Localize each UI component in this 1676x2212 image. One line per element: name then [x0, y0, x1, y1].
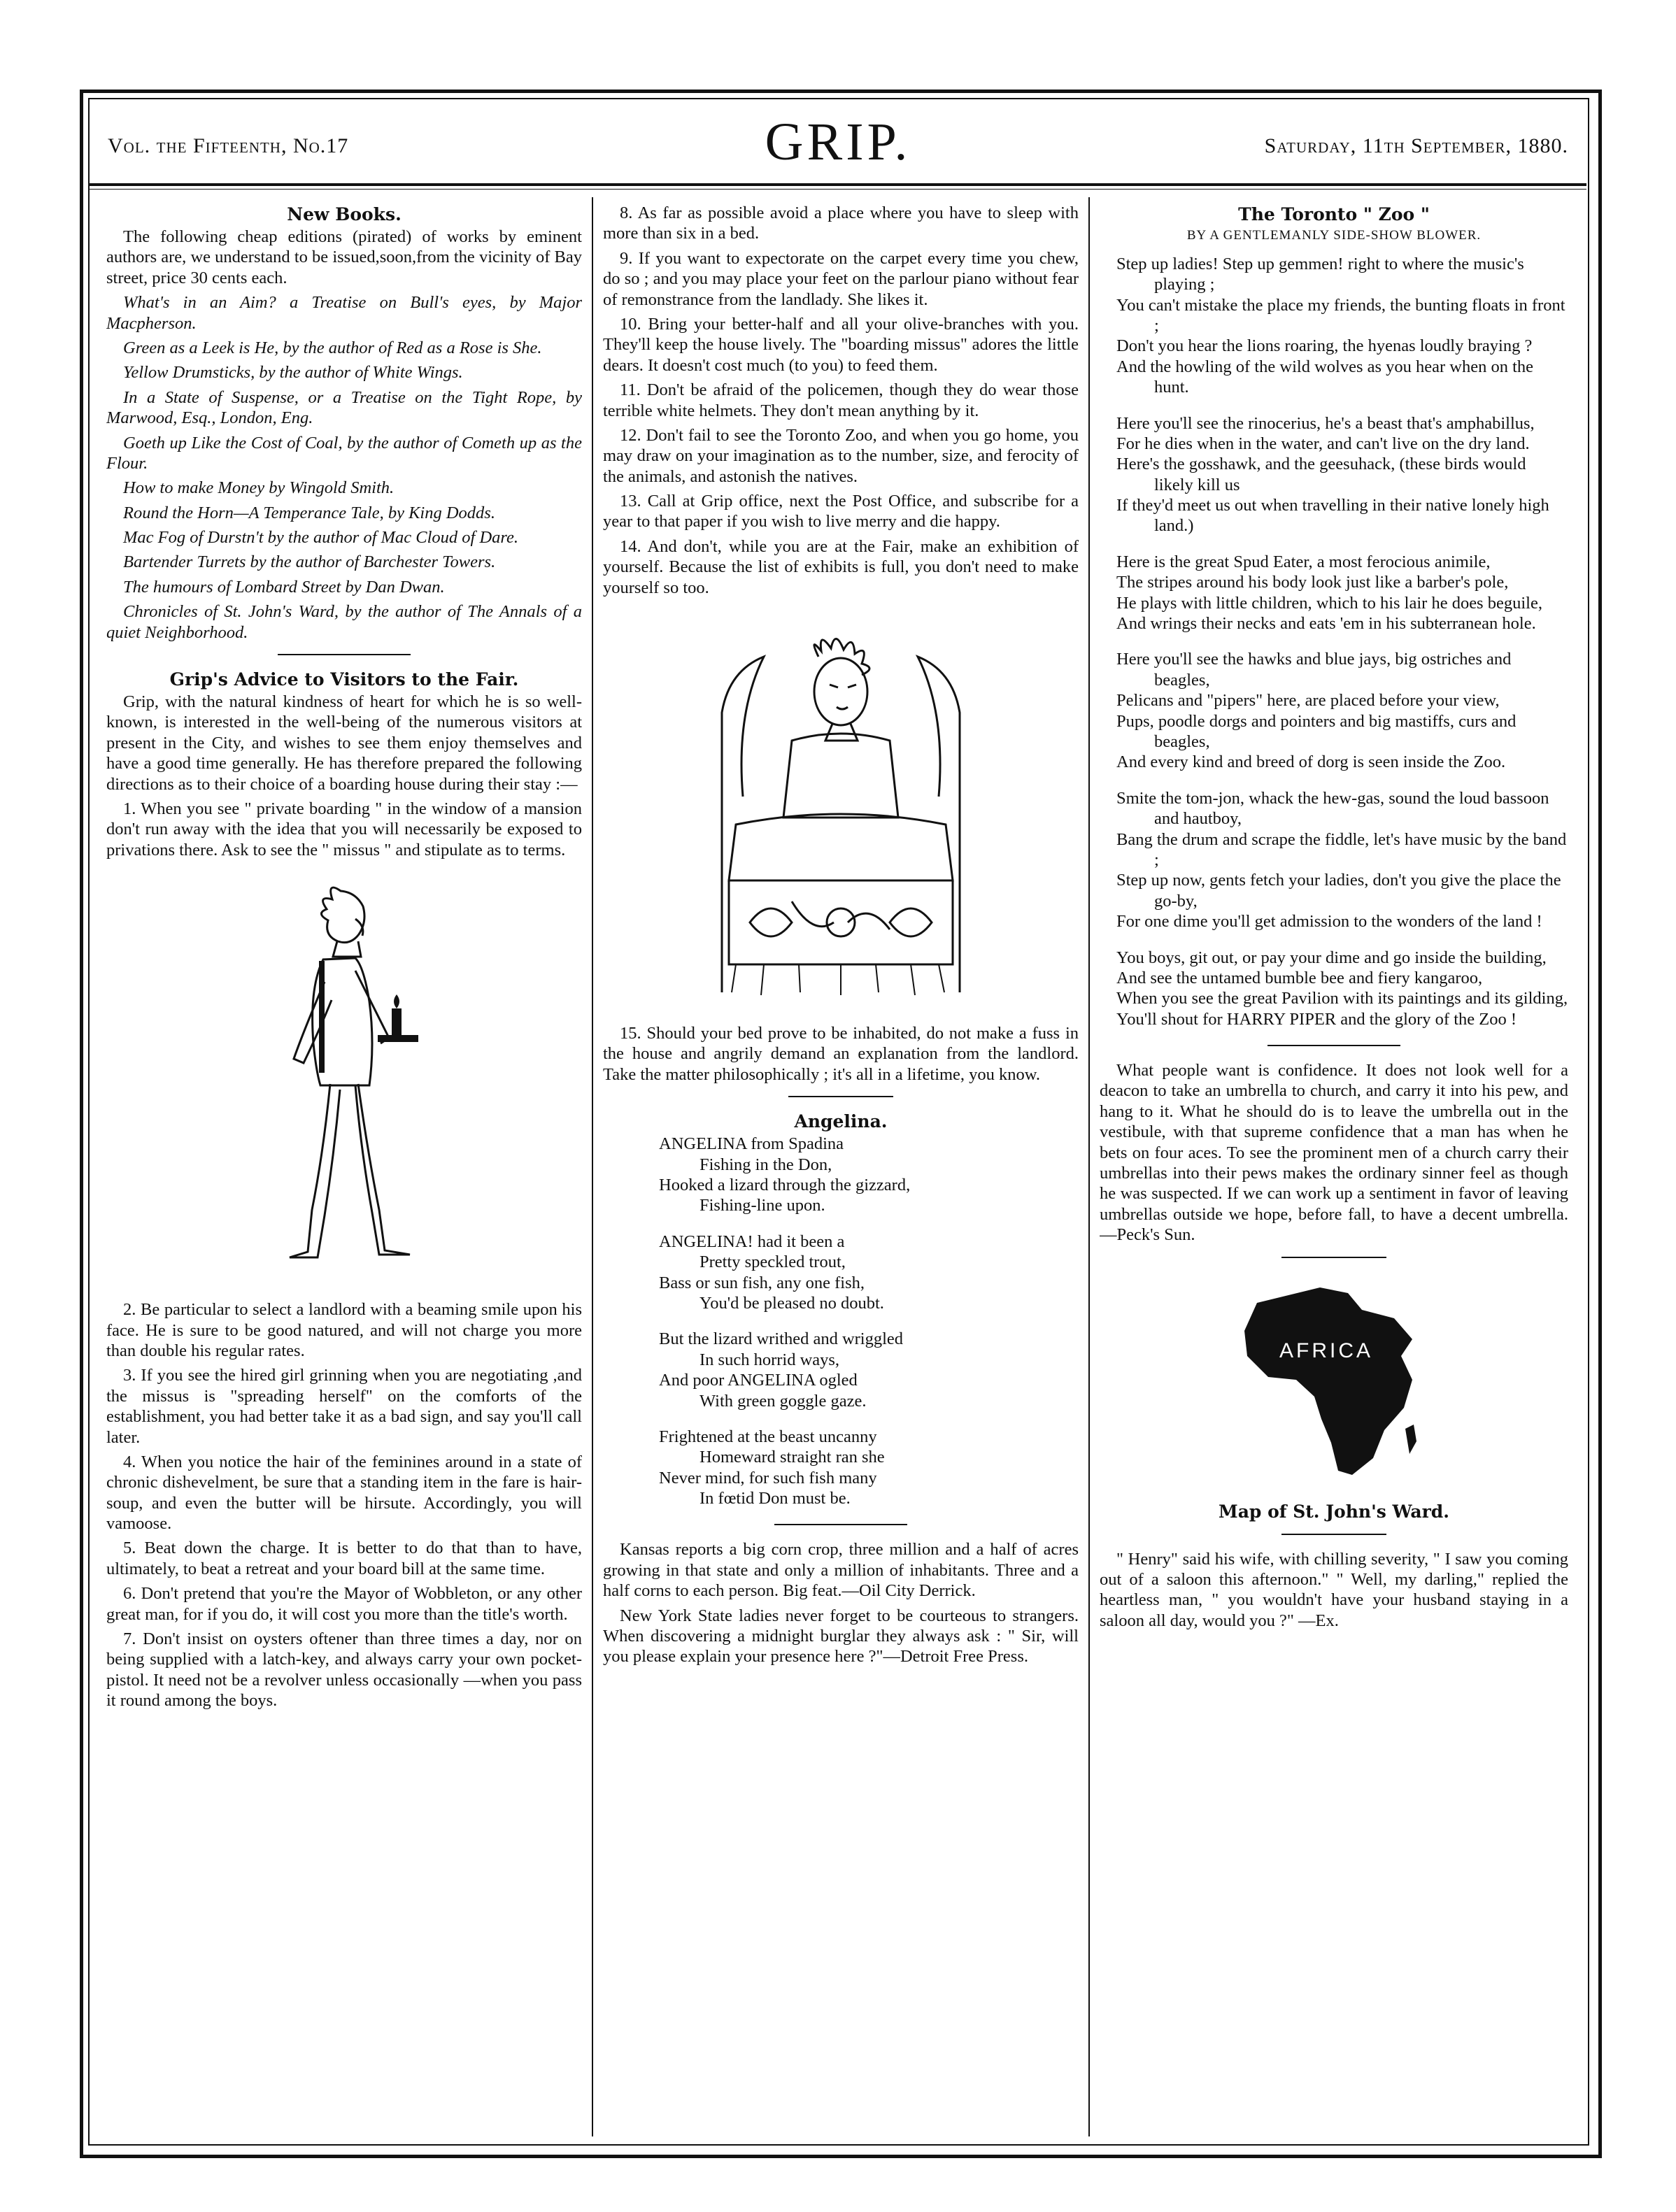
henry-item: " Henry" said his wife, with chilling severity, " I saw you coming out of a saloon this afternoon." " Well, my darling," replied the heartless man, " you wouldn't have your husband staying in a saloon all day, would you ?" —Ex. [1100, 1549, 1568, 1630]
poem-line: ANGELINA from Spadina [659, 1134, 844, 1154]
advice-item: 5. Beat down the charge. It is better to do that than to have, ultimately, to beat a retreat and your board bill at the same time. [106, 1539, 582, 1578]
map-label: AFRICA [1279, 1339, 1374, 1362]
angelina-heading: Angelina. [794, 1111, 888, 1132]
book-item: Bartender Turrets by the author of Barchester Towers. [123, 552, 496, 572]
poem-line: And every kind and breed of dorg is seen inside the Zoo. [1116, 752, 1506, 772]
masthead [90, 110, 1586, 172]
poem-line: Hooked a lizard through the gizzard, [659, 1175, 911, 1194]
poem-line: Fishing-line upon. [699, 1196, 825, 1215]
book-item: The humours of Lombard Street by Dan Dwan. [123, 577, 445, 597]
advice-item: 11. Don't be afraid of the policemen, though they do wear those terrible white helmets. They don't mean anything by it. [603, 380, 1079, 420]
poem-line: Here you'll see the hawks and blue jays, big ostriches and beagles, [1116, 650, 1512, 690]
advice-item: 8. As far as possible avoid a place where you have to sleep with more than six in a bed. [603, 204, 1079, 243]
advice-item: 4. When you notice the hair of the feminines around in a state of chronic dishevelment, be sure that a standing item in the fare is hair-soup, and even the butter will be hirsute. Accordingly, you will vamoose. [106, 1452, 582, 1534]
book-item: Green as a Leek is He, by the author of Red as a Rose is She. [123, 338, 542, 357]
section-rule [278, 654, 411, 655]
poem-line: You'd be pleased no doubt. [699, 1293, 884, 1313]
column-rule-1 [592, 197, 593, 2136]
poem-line: When you see the great Pavilion with its paintings and its gilding, [1116, 989, 1568, 1008]
advice-item: 14. And don't, while you are at the Fair, make an exhibition of yourself. Because the list of exhibits is full, you don't need to make yourself so too. [603, 536, 1079, 597]
book-item: Chronicles of St. John's Ward, by the author of The Annals of a quiet Neighborhood. [106, 602, 582, 642]
new-books-intro: The following cheap editions (pirated) of works by eminent authors are, we understand to be issued,soon,from the vicinity of Bay street, price 30 cents each. [106, 227, 582, 287]
advice-item: 6. Don't pretend that you're the Mayor of Wobbleton, or any other great man, for if you do, it will cost you more than the title's worth. [106, 1584, 582, 1624]
poem-line: Pups, poodle dorgs and pointers and big mastiffs, curs and beagles, [1116, 711, 1517, 751]
poem-stanza [1116, 413, 1568, 536]
man-with-candle-illustration [218, 877, 470, 1283]
poem-line: He plays with little children, which to his lair he does beguile, [1116, 593, 1542, 613]
zoo-poem [1116, 254, 1568, 1029]
volume-number: Vol. the Fifteenth, No.17 [108, 134, 349, 157]
poem-line: Step up ladies! Step up gemmen! right to where the music's playing ; [1116, 254, 1524, 294]
poem-stanza [642, 1329, 1079, 1411]
poem-stanza [1116, 552, 1568, 634]
poem-line: For he dies when in the water, and can't live on the dry land. [1116, 434, 1530, 453]
zoo-heading: The Toronto " Zoo " [1238, 204, 1430, 224]
poem-line: In such horrid ways, [699, 1350, 840, 1369]
poem-stanza [642, 1427, 1079, 1509]
section-rule [788, 1096, 893, 1097]
new-books-heading: New Books. [287, 204, 402, 224]
advice-item: 13. Call at Grip office, next the Post Office, and subscribe for a year to that paper if you wish to live merry and die happy. [603, 492, 1079, 531]
column-3 [1100, 203, 1568, 2142]
poem-line: For one dime you'll get admission to the wonders of the land ! [1116, 912, 1542, 932]
poem-line: And poor ANGELINA ogled [659, 1371, 858, 1390]
advice-item: 15. Should your bed prove to be inhabited, do not make a fuss in the house and angrily demand an explanation from the landlord. Take the matter philosophically ; it's all in a lifetime, you know. [603, 1024, 1079, 1084]
man-in-bed-illustration [687, 615, 995, 1006]
poem-line: You boys, git out, or pay your dime and go inside the building, [1116, 948, 1547, 967]
poem-line: If they'd meet us out when travelling in their native lonely high land.) [1116, 496, 1549, 536]
book-item: In a State of Suspense, or a Treatise on the Tight Rope, by Marwood, Esq., London, Eng. [106, 387, 582, 428]
poem-line: Smite the tom-jon, whack the hew-gas, sound the loud bassoon and hautboy, [1116, 788, 1549, 829]
poem-line: But the lizard writhed and wriggled [659, 1329, 904, 1349]
poem-line: Pelicans and "pipers" here, are placed before your view, [1116, 691, 1500, 711]
map-caption: Map of St. John's Ward. [1219, 1501, 1449, 1522]
poem-line: Here you'll see the rinocerius, he's a beast that's amphabillus, [1116, 413, 1535, 433]
advice-item: 2. Be particular to select a landlord with a beaming smile upon his face. He is sure to be good natured, and will not charge you more than double his regular rates. [106, 1300, 582, 1360]
advice-item: 12. Don't fail to see the Toronto Zoo, and when you go home, you may draw on your imagination as to the number, size, and ferocity of the animals, and astonish the natives. [603, 425, 1079, 486]
poem-line: Don't you hear the lions roaring, the hyenas loudly braying ? [1116, 336, 1533, 356]
section-rule [1281, 1257, 1386, 1258]
poem-line: Bass or sun fish, any one fish, [659, 1273, 865, 1292]
book-item: Round the Horn—A Temperance Tale, by King Dodds. [123, 503, 495, 522]
africa-silhouette [1244, 1287, 1412, 1475]
poem-stanza [1116, 649, 1568, 772]
book-item: Mac Fog of Durstn't by the author of Mac Cloud of Dare. [123, 528, 519, 548]
poem-line: You'll shout for HARRY PIPER and the glory of the Zoo ! [1116, 1009, 1517, 1029]
zoo-byline: BY A GENTLEMANLY SIDE-SHOW BLOWER. [1186, 228, 1482, 243]
poem-line: You can't mistake the place my friends, the bunting floats in front ; [1116, 295, 1565, 335]
advice-item: 1. When you see " private boarding " in the window of a mansion don't run away with the idea that you will necessarily be exposed to privations there. Ask to see the " missus " and stipulate as to terms. [106, 799, 582, 859]
poem-stanza [1116, 788, 1568, 932]
poem-line: And see the untamed bumble bee and fiery kangaroo, [1116, 968, 1483, 987]
masthead-rule-thin [90, 189, 1586, 190]
section-rule [774, 1524, 907, 1525]
poem-line: ANGELINA! had it been a [659, 1232, 845, 1251]
poem-line: In fœtid Don must be. [699, 1489, 851, 1508]
poem-stanza [642, 1232, 1079, 1314]
poem-line: Here is the great Spud Eater, a most ferocious animile, [1116, 552, 1491, 571]
advice-item: 9. If you want to expectorate on the carpet every time you chew, do so ; and you may place your feet on the parlour piano without fear of remonstrance from the landlady. She likes it. [603, 248, 1079, 309]
poem-line: Bang the drum and scrape the fiddle, let's have music by the band ; [1116, 829, 1567, 869]
angelina-poem [642, 1134, 1079, 1508]
section-rule [1267, 1045, 1400, 1046]
advice-item: 3. If you see the hired girl grinning when you are negotiating ,and the missus is "spreading herself" on the comforts of the establishment, you had better take it as a bad sign, and say you'll call later. [106, 1366, 582, 1447]
book-item: How to make Money by Wingold Smith. [123, 478, 395, 498]
poem-line: Pretty speckled trout, [699, 1253, 846, 1272]
poem-stanza [1116, 254, 1568, 398]
poem-line: And wrings their necks and eats 'em in his subterranean hole. [1116, 614, 1536, 634]
kansas-item: Kansas reports a big corn crop, three million and a half of acres growing in that state and only a million of inhabitants. Three and a half corns to each person. Big feat.—Oil City Derrick. [603, 1540, 1079, 1601]
poem-line: The stripes around his body look just like a barber's pole, [1116, 573, 1509, 592]
poem-line: Step up now, gents fetch your ladies, don't you give the place the go-by, [1116, 871, 1561, 911]
book-item: Goeth up Like the Cost of Coal, by the author of Cometh up as the Flour. [106, 433, 582, 473]
africa-map-illustration [1229, 1275, 1439, 1485]
poem-line: Homeward straight ran she [699, 1448, 885, 1467]
poem-line: Fishing in the Don, [699, 1155, 832, 1174]
column-2 [603, 203, 1079, 2142]
poem-line: With green goggle gaze. [699, 1391, 867, 1411]
column-1 [106, 203, 582, 2142]
poem-line: Here's the gosshawk, and the geesuhack, (these birds would likely kill us [1116, 455, 1526, 494]
newspaper-title: GRIP. [765, 113, 911, 171]
poem-stanza [1116, 948, 1568, 1030]
masthead-rule [90, 183, 1586, 186]
book-item: What's in an Aim? a Treatise on Bull's eyes, by Major Macpherson. [106, 293, 582, 333]
book-item: Yellow Drumsticks, by the author of White Wings. [123, 363, 463, 383]
advice-intro: Grip, with the natural kindness of heart for which he is so well-known, is interested in the well-being of the numerous visitors at present in the City, and wishes to see them enjoy themselves and have a good time generally. He has therefore prepared the following directions as to their choice of a boarding house during their stay :— [106, 692, 582, 794]
section-rule [1281, 1534, 1386, 1535]
advice-heading: Grip's Advice to Visitors to the Fair. [169, 669, 519, 690]
poem-line: And the howling of the wild wolves as you hear when on the hunt. [1116, 357, 1534, 397]
column-rule-2 [1088, 197, 1090, 2136]
poem-stanza [642, 1134, 1079, 1216]
advice-item: 7. Don't insist on oysters oftener than three times a day, nor on being supplied with a latch-key, and always carry your own pocket-pistol. It need not be a revolver unless occasionally —when you pass it round among the boys. [106, 1629, 582, 1711]
advice-item: 10. Bring your better-half and all your olive-branches with you. They'll keep the house lively. The "boarding missus" adores the little dears. It doesn't cost much (to you) to feed them. [603, 314, 1079, 375]
new-york-item: New York State ladies never forget to be courteous to strangers. When discovering a midnight burglar they always ask : " Sir, will you please explain your presence here ?"—Detroit Free Press. [603, 1606, 1079, 1667]
issue-date: Saturday, 11th September, 1880. [1264, 134, 1568, 157]
poem-line: Frightened at the beast uncanny [659, 1427, 877, 1446]
umbrella-item: What people want is confidence. It does not look well for a deacon to take an umbrella to church, and carry it into his pew, and hang to it. What he should do is to leave the umbrella out in the vestibule, with that supreme confidence that a man has when he bets on four aces. To see the prominent men of a church carry their umbrellas into their pews makes the ordinary sinner feel as though he was suspected. If we can work up a sentiment in favor of leaving umbrellas outside we hope, before fall, to have a decent umbrella.—Peck's Sun. [1100, 1061, 1568, 1245]
poem-line: Never mind, for such fish many [659, 1468, 877, 1487]
